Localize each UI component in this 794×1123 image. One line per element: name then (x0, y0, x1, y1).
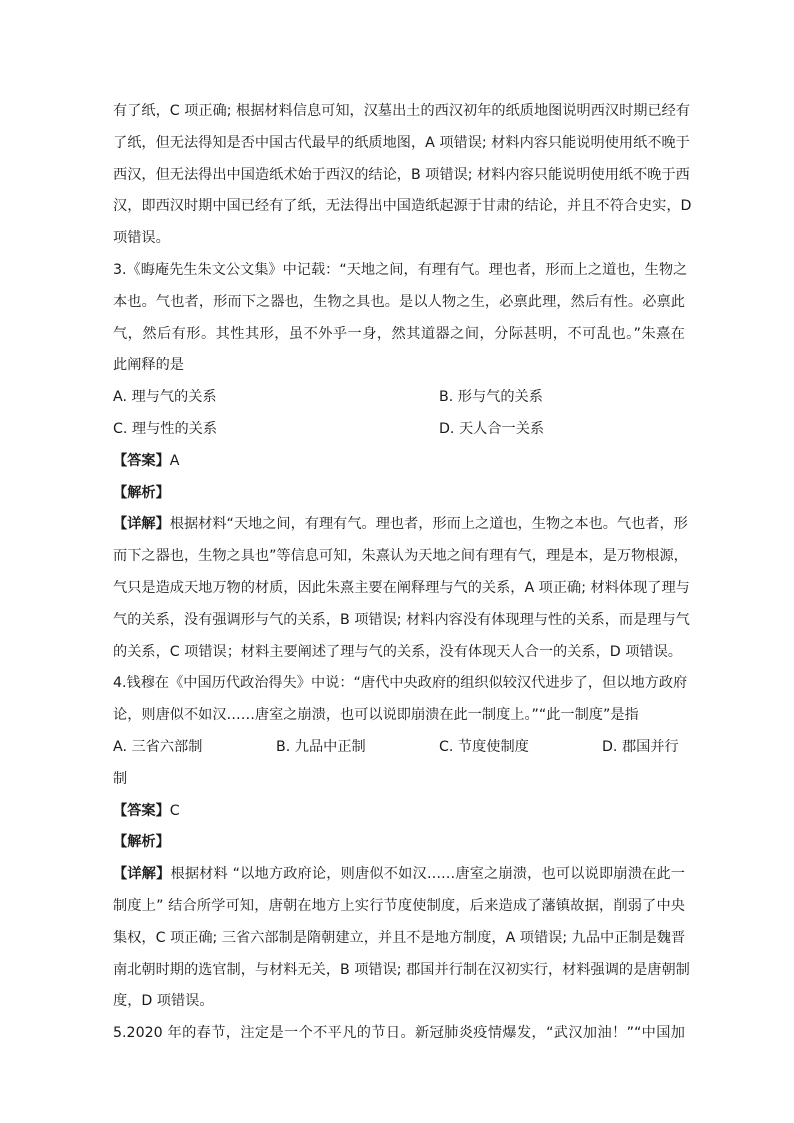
question-stem-line: 气，然后有形。其性其形，虽不外乎一身，然其道器之间，分际甚明，不可乱也。”朱熹在 (113, 325, 685, 342)
text-line: 项错误。 (113, 230, 170, 247)
option-a: A. 三省六部制 (113, 738, 203, 755)
detail-line (113, 859, 685, 891)
option-d: D. 天人合一关系 (439, 420, 545, 437)
option-a: A. 理与气的关系 (113, 389, 217, 406)
question-3 (113, 255, 690, 668)
question-5 (113, 1018, 685, 1050)
option-c: C. 理与性的关系 (113, 420, 218, 437)
detail-label: 【详解】 (113, 516, 170, 533)
question-stem-line: 本也。气也者，形而下之器也，生物之具也。是以人物之生，必禀此理，然后有性。必禀此 (113, 293, 685, 310)
analysis-label: 【解析】 (113, 484, 170, 501)
question-stem-line: 5.2020 年的春节，注定是一个不平凡的节日。新冠肺炎疫情爆发，“武汉加油！”“中国加 (113, 1025, 685, 1042)
question-stem-line: 此阐释的是 (113, 357, 184, 374)
question-stem-line: 3.《晦庵先生朱文公文集》中记载：“天地之间，有理有气。理也者，形而上之道也，生物之 (113, 261, 688, 278)
options-row (113, 414, 685, 446)
detail-line: 集权，C 项正确; 三省六部制是隋朝建立，并且不是地方制度，A 项错误; 九品中正制是魏晋 (113, 929, 686, 946)
answer-label: 【答案】 (113, 802, 170, 819)
options-row (113, 732, 685, 764)
option-wrap-line: 制 (113, 770, 128, 787)
analysis-line (113, 478, 685, 510)
detail-line: 的关系，C 项错误；材料主要阐述了理与气的关系，没有体现天人合一的关系，D 项错误。 (113, 643, 682, 660)
detail-label: 【详解】 (113, 866, 171, 883)
answer-line (113, 446, 685, 478)
text-line: 了纸，但无法得知是否中国古代最早的纸质地图，A 项错误; 材料内容只能说明使用纸不晚于 (113, 134, 690, 151)
answer-value: A (169, 452, 180, 469)
text-line: 有了纸，C 项正确; 根据材料信息可知，汉墓出土的西汉初年的纸质地图说明西汉时期已经有 (113, 103, 691, 119)
q2-explanation (113, 96, 692, 255)
detail-text: 根据材料 “以地方政府论，则唐似不如汉……唐室之崩溃，也可以说即崩溃在此一 (170, 866, 685, 883)
question-stem-line: 论，则唐似不如汉……唐室之崩溃，也可以说即崩溃在此一制度上。”“此一制度”是指 (113, 707, 639, 724)
detail-line: 度，D 项错误。 (113, 993, 214, 1010)
question-stem-line: 4.钱穆在《中国历代政治得失》中说：“唐代中央政府的组织似较汉代进步了，但以地方政府 (113, 675, 688, 692)
detail-line: 气只是造成天地万物的材质，因此朱熹主要在阐释理与气的关系，A 项正确; 材料体现了理与 (113, 579, 690, 596)
question-4 (113, 668, 690, 1018)
text-line: 西汉，但无法得出中国造纸术始于西汉的结论，B 项错误; 材料内容只能说明使用纸不晚于西 (113, 166, 690, 183)
detail-line: 而下之器也，生物之具也”等信息可知，朱熹认为天地之间有理有气，理是本，是万物根源， (113, 548, 688, 565)
answer-line (113, 796, 685, 828)
text-line: 汉，即西汉时期中国已经有了纸，无法得出中国造纸起源于甘肃的结论，并且不符合史实，D (113, 198, 692, 215)
detail-line: 制度上” 结合所学可知，唐朝在地方上实行节度使制度，后来造成了藩镇故据，削弱了中央 (113, 897, 685, 914)
answer-label: 【答案】 (113, 452, 170, 469)
option-b: B. 九品中正制 (276, 738, 366, 755)
page-content (113, 96, 692, 1050)
option-b: B. 形与气的关系 (439, 389, 543, 406)
options-row (113, 382, 685, 414)
option-c: C. 节度使制度 (439, 738, 529, 755)
detail-text: 根据材料“天地之间，有理有气。理也者，形而上之道也，生物之本也。气也者，形 (169, 516, 688, 533)
detail-line (113, 509, 688, 541)
detail-line: 气的关系，没有强调形与气的关系，B 项错误; 材料内容没有体现理与性的关系，而是理与气 (113, 611, 690, 628)
analysis-line (113, 827, 685, 859)
analysis-label: 【解析】 (113, 834, 170, 851)
detail-line: 南北朝时期的选官制，与材料无关，B 项错误; 郡国并行制在汉初实行，材料强调的是唐朝制 (113, 961, 690, 978)
option-d: D. 郡国并行 (602, 738, 679, 755)
answer-value: C (169, 802, 180, 819)
